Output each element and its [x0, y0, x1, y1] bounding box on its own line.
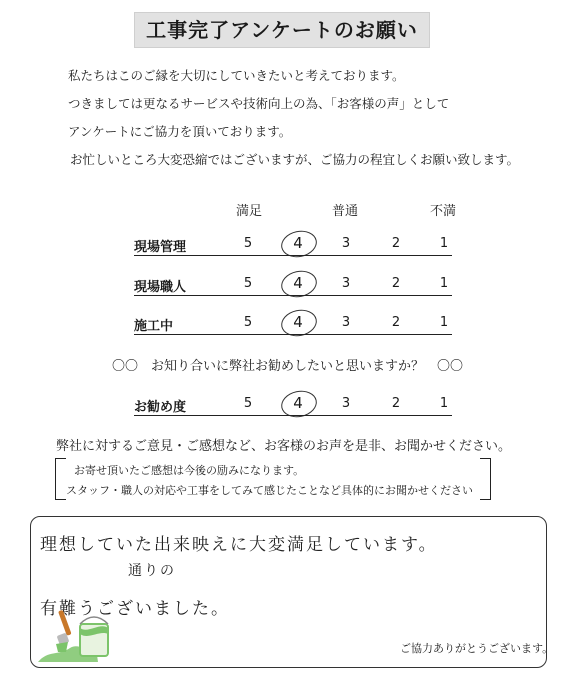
thanks-message: ご協力ありがとうございます。 — [400, 642, 554, 655]
scale-header-satisfied: 満足 — [236, 204, 263, 219]
scale-header-dissatisfied: 不満 — [430, 204, 457, 219]
rating-option[interactable]: 1 — [439, 276, 449, 291]
recommend-question: 〇〇 お知り合いに弊社お勧めしたいと思いますか？ 〇〇 — [112, 359, 464, 374]
scale-header-normal: 普通 — [332, 204, 359, 219]
handwritten-line-2: 有難うございました。 — [40, 599, 230, 619]
rating-option[interactable]: 3 — [341, 315, 351, 330]
rating-option-selected[interactable]: 4 — [293, 394, 303, 412]
rating-label-site-craftsmen: 現場職人 — [134, 280, 187, 295]
rating-option[interactable]: 5 — [243, 236, 253, 251]
rating-option[interactable]: 5 — [243, 396, 253, 411]
rating-option[interactable]: 5 — [243, 315, 253, 330]
rating-option[interactable]: 5 — [243, 276, 253, 291]
intro-line-1: 私たちはこのご縁を大切にしていきたいと考えております。 — [68, 68, 405, 83]
rating-option[interactable]: 1 — [439, 236, 449, 251]
note-bracket-right — [480, 458, 491, 500]
rating-option[interactable]: 3 — [341, 276, 351, 291]
rating-option-selected[interactable]: 4 — [293, 274, 303, 292]
handwritten-insert: 通りの — [128, 563, 176, 579]
intro-line-2: つきましては更なるサービスや技術向上の為、「お客様の声」として — [68, 96, 450, 111]
rating-label-recommend: お勧め度 — [134, 400, 187, 415]
handwritten-line-1: 理想していた出来映えに大変満足しています。 — [40, 535, 438, 555]
note-bracket-left — [55, 458, 66, 500]
row-underline — [134, 295, 452, 296]
rating-option[interactable]: 2 — [391, 276, 401, 291]
row-underline — [134, 334, 452, 335]
paint-bucket-icon — [36, 604, 116, 664]
rating-label-during-construction: 施工中 — [134, 319, 174, 334]
intro-line-3: アンケートにご協力を頂いております。 — [68, 124, 292, 139]
rating-option-selected[interactable]: 4 — [293, 234, 303, 252]
row-underline — [134, 255, 452, 256]
rating-option[interactable]: 1 — [439, 315, 449, 330]
intro-line-4: お忙しいところ大変恐縮ではございますが、ご協力の程宜しくお願い致します。 — [70, 152, 520, 167]
note-line-1: お寄せ頂いたご感想は今後の励みになります。 — [74, 464, 305, 477]
rating-option[interactable]: 1 — [439, 396, 449, 411]
rating-option[interactable]: 2 — [391, 396, 401, 411]
rating-option-selected[interactable]: 4 — [293, 313, 303, 331]
row-underline — [134, 415, 452, 416]
rating-option[interactable]: 2 — [391, 315, 401, 330]
page-title: 工事完了アンケートのお願い — [134, 12, 430, 48]
note-line-2: スタッフ・職人の対応や工事をしてみて感じたことなど具体的にお聞かせください — [66, 484, 473, 497]
rating-option[interactable]: 3 — [341, 236, 351, 251]
opinion-prompt: 弊社に対するご意見・ご感想など、お客様のお声を是非、お聞かせください。 — [56, 439, 512, 454]
rating-option[interactable]: 2 — [391, 236, 401, 251]
rating-label-site-management: 現場管理 — [134, 240, 187, 255]
rating-option[interactable]: 3 — [341, 396, 351, 411]
